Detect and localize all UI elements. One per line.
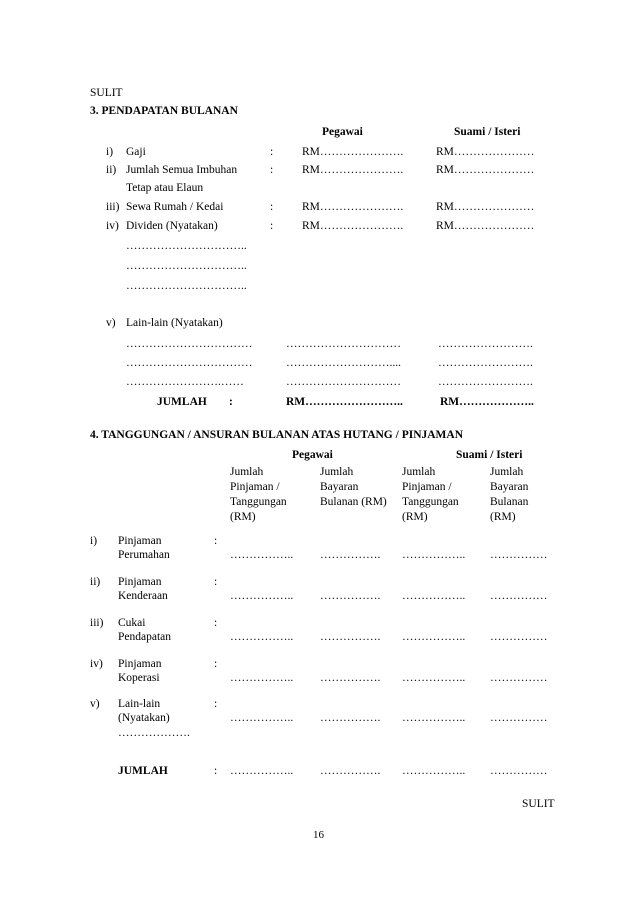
section4-col-suami: Suami / Isteri — [456, 449, 523, 461]
section3-total-suami: RM……………….. — [440, 396, 534, 408]
item-number: iii) — [106, 201, 120, 213]
item-colon: : — [270, 201, 274, 213]
section3-heading: 3. PENDAPATAN BULANAN — [90, 105, 238, 117]
item-label-cont: Perumahan — [118, 549, 170, 561]
subheader-line: Tanggungan — [402, 496, 459, 508]
lainlain-pegawai-field: ………………………… — [286, 338, 401, 350]
amount-field: …………….. — [402, 590, 466, 602]
dividen-blank-line: ………………………….. — [126, 260, 247, 272]
item-label: Cukai — [118, 617, 146, 629]
subheader-line: Jumlah — [402, 466, 436, 478]
item-colon: : — [214, 535, 218, 547]
item-number: iv) — [106, 220, 119, 232]
item-colon: : — [270, 146, 274, 158]
lainlain-number: v) — [106, 317, 116, 329]
item-number: v) — [90, 698, 100, 710]
item-colon: : — [214, 658, 218, 670]
subheader-line: (RM) — [490, 511, 516, 523]
section3-total-label: JUMLAH — [157, 396, 207, 408]
total-amount-field: …………….. — [230, 765, 294, 777]
item-blank-line: ………………. — [118, 727, 190, 739]
lainlain-desc-field: …………………….…… — [126, 376, 244, 388]
subheader-line: Jumlah — [230, 466, 264, 478]
item-number: iv) — [90, 658, 103, 670]
suami-value-field: RM………………… — [436, 201, 535, 213]
amount-field: …………….. — [402, 549, 466, 561]
subheader-line: Tanggungan — [230, 496, 287, 508]
suami-value-field: RM………………… — [436, 220, 535, 232]
item-colon: : — [214, 698, 218, 710]
section3-total-pegawai: RM…………………….. — [286, 396, 403, 408]
amount-field: …………….. — [230, 672, 294, 684]
pegawai-value-field: RM…………………. — [302, 220, 404, 232]
item-number: i) — [90, 535, 98, 547]
item-label: Gaji — [126, 146, 146, 158]
section4-col-pegawai: Pegawai — [292, 449, 333, 461]
subheader-line: Bayaran — [490, 481, 529, 493]
item-label: Jumlah Semua Imbuhan — [126, 164, 238, 176]
amount-field: ……………. — [320, 712, 381, 724]
pegawai-value-field: RM…………………. — [302, 201, 404, 213]
suami-value-field: RM………………… — [436, 164, 535, 176]
item-colon: : — [270, 164, 274, 176]
lainlain-desc-field: …………………………… — [126, 338, 253, 350]
subheader-line: (RM) — [402, 511, 428, 523]
amount-field: …………….. — [402, 672, 466, 684]
subheader-line: Jumlah — [320, 466, 354, 478]
item-label: Pinjaman — [118, 658, 162, 670]
pegawai-value-field: RM…………………. — [302, 146, 404, 158]
item-number: i) — [106, 146, 114, 158]
section3-col-pegawai: Pegawai — [322, 126, 363, 138]
amount-field: …………….. — [230, 712, 294, 724]
total-amount-field: …………….. — [402, 765, 466, 777]
item-label-cont: Kenderaan — [118, 590, 168, 602]
item-label-cont: Tetap atau Elaun — [126, 182, 204, 194]
lainlain-suami-field: ……………………. — [438, 376, 533, 388]
subheader-line: (RM) — [230, 511, 256, 523]
amount-field: …………….. — [230, 590, 294, 602]
item-colon: : — [214, 617, 218, 629]
amount-field: …………… — [490, 549, 548, 561]
lainlain-pegawai-field: ………………………… — [286, 376, 401, 388]
amount-field: ……………. — [320, 590, 381, 602]
dividen-blank-line: ………………………….. — [126, 280, 247, 292]
section3-total-colon: : — [229, 396, 233, 408]
page-number: 16 — [313, 829, 324, 841]
amount-field: …………….. — [402, 712, 466, 724]
subheader-line: Pinjaman / — [402, 481, 452, 493]
subheader-line: Bulanan (RM) — [320, 496, 387, 508]
subheader-line: Pinjaman / — [230, 481, 280, 493]
subheader-line: Jumlah — [490, 466, 524, 478]
item-label: Sewa Rumah / Kedai — [126, 201, 224, 213]
item-label: Pinjaman — [118, 535, 162, 547]
footer-classification: SULIT — [522, 798, 555, 810]
total-amount-field: …………… — [490, 765, 548, 777]
amount-field: …………… — [490, 672, 548, 684]
item-label-cont: Koperasi — [118, 672, 160, 684]
lainlain-suami-field: ……………………. — [438, 357, 533, 369]
amount-field: …………… — [490, 631, 548, 643]
item-number: iii) — [90, 617, 104, 629]
amount-field: ……………. — [320, 631, 381, 643]
lainlain-desc-field: …………………………… — [126, 357, 253, 369]
dividen-blank-line: ………………………….. — [126, 240, 247, 252]
section3-col-suami: Suami / Isteri — [454, 126, 521, 138]
amount-field: …………… — [490, 590, 548, 602]
amount-field: …………… — [490, 712, 548, 724]
subheader-line: Bulanan — [490, 496, 529, 508]
subheader-line: Bayaran — [320, 481, 359, 493]
item-label: Dividen (Nyatakan) — [126, 220, 218, 232]
total-amount-field: ……………. — [320, 765, 381, 777]
amount-field: ……………. — [320, 549, 381, 561]
item-number: ii) — [90, 576, 101, 588]
item-label: Lain-lain — [118, 698, 161, 710]
amount-field: ……………. — [320, 672, 381, 684]
item-colon: : — [214, 576, 218, 588]
lainlain-label: Lain-lain (Nyatakan) — [126, 317, 223, 329]
amount-field: …………….. — [402, 631, 466, 643]
lainlain-suami-field: ……………………. — [438, 338, 533, 350]
amount-field: …………….. — [230, 549, 294, 561]
section4-total-label: JUMLAH — [118, 765, 168, 777]
item-colon: : — [270, 220, 274, 232]
suami-value-field: RM………………… — [436, 146, 535, 158]
item-label-cont: (Nyatakan) — [118, 712, 170, 724]
amount-field: …………….. — [230, 631, 294, 643]
header-classification: SULIT — [90, 87, 123, 99]
section4-heading: 4. TANGGUNGAN / ANSURAN BULANAN ATAS HUTANG / PINJAMAN — [90, 429, 464, 441]
item-label-cont: Pendapatan — [118, 631, 172, 643]
pegawai-value-field: RM…………………. — [302, 164, 404, 176]
item-label: Pinjaman — [118, 576, 162, 588]
section4-total-colon: : — [214, 765, 218, 777]
item-number: ii) — [106, 164, 117, 176]
lainlain-pegawai-field: ……………………….... — [286, 357, 401, 369]
